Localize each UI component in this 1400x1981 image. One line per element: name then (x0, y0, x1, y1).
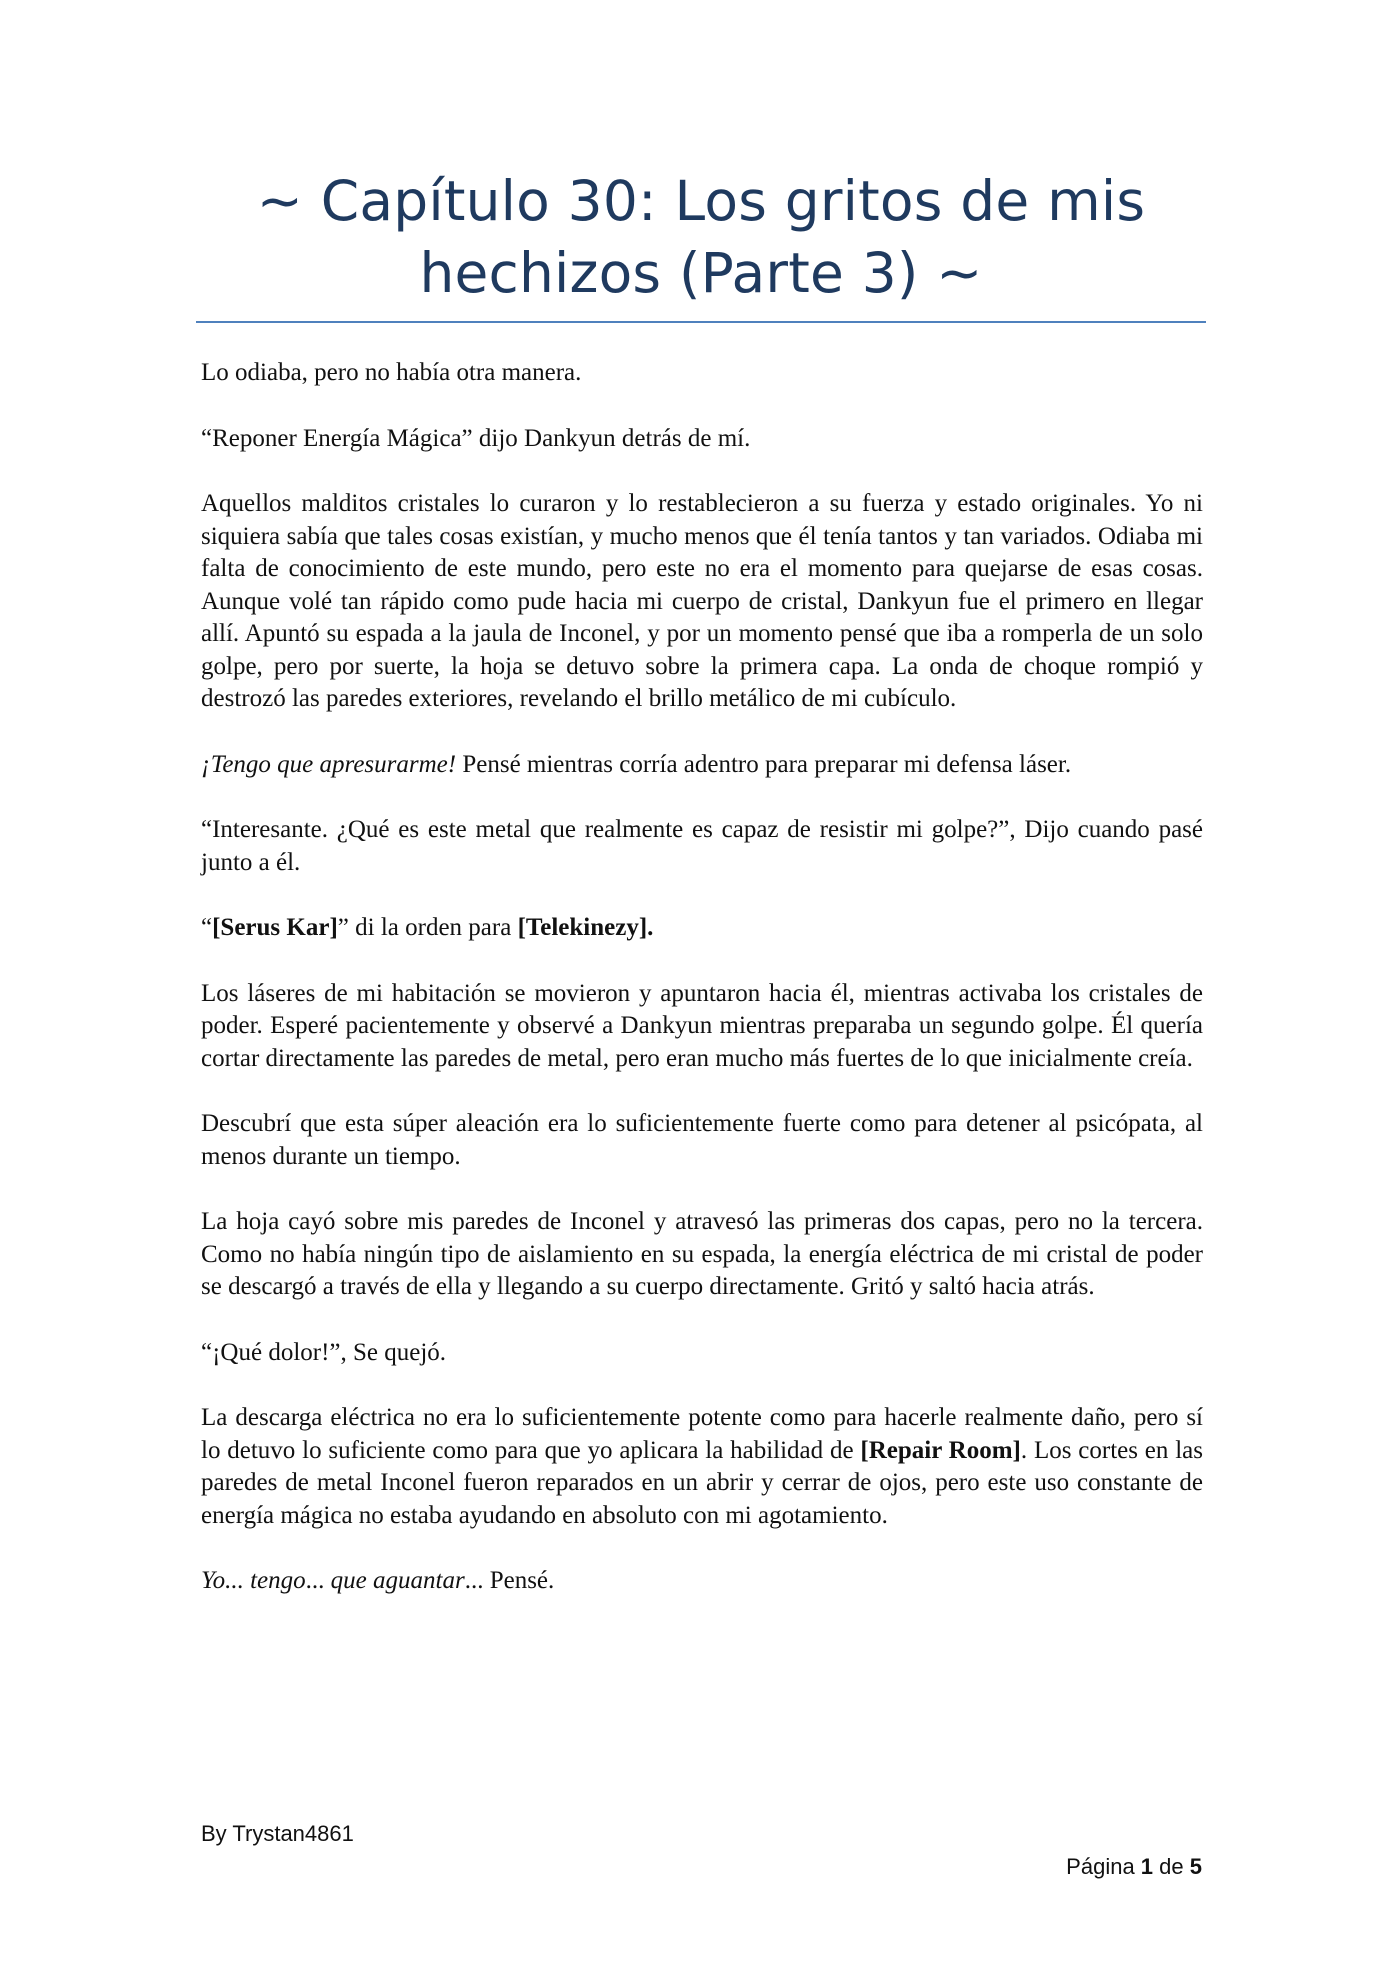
chapter-title-line-1: ~ Capítulo 30: Los gritos de mis (256, 169, 1146, 233)
paragraph-4 (201, 749, 1203, 782)
paragraph-9: La hoja cayó sobre mis paredes de Inconel y atravesó las primeras dos capas, pero no la tercera. Como no había ningún tipo de aislamiento en su espada, la energía eléctrica de mi cristal de poder se descargó a través de ella y llegando a su cuerpo directamente. Gritó y saltó hacia atrás. (201, 1208, 1203, 1300)
paragraph-11 (201, 1402, 1203, 1532)
paragraph-5: “Interesante. ¿Qué es este metal que realmente es capaz de resistir mi golpe?”, Dijo cuando pasé junto a él. (201, 816, 1203, 876)
skill-serus-kar: [Serus Kar] (212, 914, 338, 941)
page-number (1066, 1854, 1202, 1880)
thought-ellipsis-2: ... Pensé. (464, 1567, 555, 1594)
paragraph-12 (201, 1565, 1203, 1598)
page-prefix: Página (1066, 1854, 1141, 1879)
paragraph-6 (201, 912, 1203, 945)
chapter-title (196, 165, 1206, 309)
chapter-title-line-2: hechizos (Parte 3) ~ (419, 241, 983, 305)
chapter-body (201, 357, 1203, 1598)
paragraph-11-end: . Los cortes en las paredes de metal Inconel fueron reparados en un abrir y cerrar de ojos, pero este uso constante de energía mágica no estaba ayudando en absoluto con mi agotamiento. (201, 1436, 1203, 1529)
title-underline (196, 321, 1206, 323)
paragraph-6-text: ” di la orden para (337, 914, 518, 941)
page-total: 5 (1189, 1854, 1202, 1879)
paragraph-7: Los láseres de mi habitación se movieron y apuntaron hacia él, mientras activaba los cristales de poder. Esperé pacientemente y observé a Dankyun mientras preparaba un segundo golpe. Él quería cortar directamente las paredes de metal, pero eran mucho más fuertes de lo que inicialmente creía. (201, 979, 1203, 1072)
skill-telekinezy: [Telekinezy]. (517, 914, 654, 941)
thought-part-2: tengo (250, 1567, 306, 1594)
thought-part-1: Yo... (201, 1567, 244, 1594)
open-quote: “ (201, 914, 213, 941)
skill-repair-room: [Repair Room] (860, 1436, 1021, 1464)
paragraph-10: “¡Qué dolor!”, Se quejó. (201, 1338, 447, 1366)
paragraph-2: “Reponer Energía Mágica” dijo Dankyun detrás de mí. (201, 424, 751, 452)
paragraph-1: Lo odiaba, pero no había otra manera. (201, 359, 582, 386)
paragraph-8: Descubrí que esta súper aleación era lo suficientemente fuerte como para detener al psicópata, al menos durante un tiempo. (201, 1110, 1203, 1170)
italic-thought: ¡Tengo que apresurarme! (201, 750, 457, 778)
paragraph-11-start: La descarga eléctrica no era lo suficientemente potente como para hacerle realmente daño, pero sí lo detuvo lo suficiente como para que yo aplicara la habilidad de (201, 1404, 1203, 1464)
footer-author: By Trystan4861 (201, 1821, 354, 1846)
page-current: 1 (1140, 1854, 1154, 1879)
paragraph-3: Aquellos malditos cristales lo curaron y lo restablecieron a su fuerza y estado originales. Yo ni siquiera sabía que tales cosas existían, y mucho menos que él tenía tantos y tan variados. Odiaba mi falta de conocimiento de este mundo, pero este no era el momento para quejarse de esas cosas. Aunque volé tan rápido como pude hacia mi cuerpo de cristal, Dankyun fue el primero en llegar allí. Apuntó su espada a la jaula de Inconel, y por un momento pensé que iba a romperla de un solo golpe, pero por suerte, la hoja se detuvo sobre la primera capa. La onda de choque rompió y destrozó las paredes exteriores, revelando el brillo metálico de mi cubículo. (201, 490, 1203, 712)
thought-ellipsis-1: ... (305, 1567, 331, 1594)
thought-part-3: que aguantar (330, 1567, 465, 1594)
page-mid: de (1153, 1854, 1190, 1879)
paragraph-4-text: Pensé mientras corría adentro para preparar mi defensa láser. (456, 750, 1072, 778)
